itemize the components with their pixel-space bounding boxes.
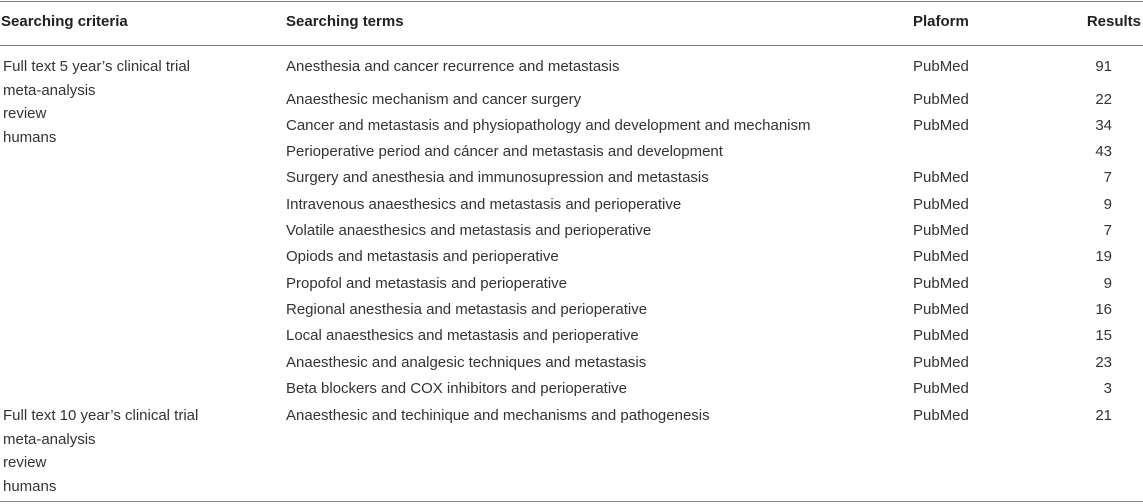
table-bottom-rule xyxy=(0,501,1143,502)
table-top-rule xyxy=(0,1,1143,2)
row-searching-term: Local anaesthesics and metastasis and perioperative xyxy=(286,327,639,344)
row-searching-term: Cancer and metastasis and physiopathology and development and mechanism xyxy=(286,117,811,134)
row-results: 34 xyxy=(1095,117,1112,134)
header-platform: Plaform xyxy=(913,13,969,30)
table-row xyxy=(0,297,1143,323)
criteria-line: humans xyxy=(3,477,57,495)
row-searching-term: Propofol and metastasis and perioperative xyxy=(286,275,568,292)
row-platform: PubMed xyxy=(913,222,969,239)
row-platform: PubMed xyxy=(913,380,969,397)
row-results: 16 xyxy=(1095,301,1112,318)
criteria-line: review xyxy=(3,454,47,471)
row-platform: PubMed xyxy=(913,275,969,292)
table-row xyxy=(0,271,1143,297)
table-row xyxy=(0,192,1143,218)
criteria-line: Full text 5 year’s clinical trial xyxy=(3,58,191,75)
row-searching-term: Volatile anaesthesics and metastasis and perioperative xyxy=(286,222,652,239)
row-platform: PubMed xyxy=(913,407,969,424)
row-platform: PubMed xyxy=(913,169,969,186)
row-searching-term: Beta blockers and COX inhibitors and perioperative xyxy=(286,380,628,397)
criteria-line: Full text 10 year’s clinical trial xyxy=(3,407,199,424)
table-row xyxy=(0,323,1143,349)
table-row xyxy=(0,113,1143,139)
row-searching-term: Opiods and metastasis and perioperative xyxy=(286,248,559,265)
row-searching-term: Anaesthesic and techinique and mechanisms and pathogenesis xyxy=(286,407,710,424)
row-platform: PubMed xyxy=(913,58,969,75)
row-platform: PubMed xyxy=(913,327,969,344)
row-results: 91 xyxy=(1095,58,1112,75)
table-row xyxy=(0,139,1143,165)
row-platform: PubMed xyxy=(913,354,969,371)
row-results: 15 xyxy=(1095,327,1112,344)
table-row xyxy=(0,403,1143,429)
table-row xyxy=(0,218,1143,244)
header-results: Results xyxy=(1086,13,1141,30)
row-results: 19 xyxy=(1095,248,1112,265)
table-row xyxy=(0,244,1143,270)
row-platform: PubMed xyxy=(913,117,969,134)
table-row xyxy=(0,165,1143,191)
criteria-line: review xyxy=(3,105,47,122)
table-row xyxy=(0,376,1143,402)
row-results: 9 xyxy=(1103,275,1112,292)
table-row xyxy=(0,87,1143,113)
header-rule xyxy=(0,45,1143,46)
row-results: 7 xyxy=(1103,169,1112,186)
criteria-line: humans xyxy=(3,128,57,146)
criteria-line: meta-analysis xyxy=(3,81,96,99)
row-results: 43 xyxy=(1095,143,1112,160)
row-results: 21 xyxy=(1095,407,1112,424)
criteria-line: meta-analysis xyxy=(3,430,96,448)
row-results: 3 xyxy=(1103,380,1112,397)
row-results: 22 xyxy=(1095,91,1112,108)
row-searching-term: Anaesthesic and analgesic techniques and metastasis xyxy=(286,354,647,371)
header-searching-terms: Searching terms xyxy=(286,13,404,30)
row-platform: PubMed xyxy=(913,196,969,213)
table-row xyxy=(0,54,1143,80)
row-searching-term: Anaesthesic mechanism and cancer surgery xyxy=(286,91,582,108)
row-results: 9 xyxy=(1103,196,1112,213)
row-searching-term: Surgery and anesthesia and immunosupression and metastasis xyxy=(286,169,709,186)
row-platform: PubMed xyxy=(913,248,969,265)
row-results: 7 xyxy=(1103,222,1112,239)
row-searching-term: Intravenous anaesthesics and metastasis and perioperative xyxy=(286,196,682,213)
row-platform: PubMed xyxy=(913,91,969,108)
row-searching-term: Perioperative period and cáncer and metastasis and development xyxy=(286,143,723,160)
row-searching-term: Anesthesia and cancer recurrence and metastasis xyxy=(286,58,620,75)
row-results: 23 xyxy=(1095,354,1112,371)
row-searching-term: Regional anesthesia and metastasis and perioperative xyxy=(286,301,648,318)
table-row xyxy=(0,350,1143,376)
header-searching-criteria: Searching criteria xyxy=(1,13,128,30)
row-platform: PubMed xyxy=(913,301,969,318)
